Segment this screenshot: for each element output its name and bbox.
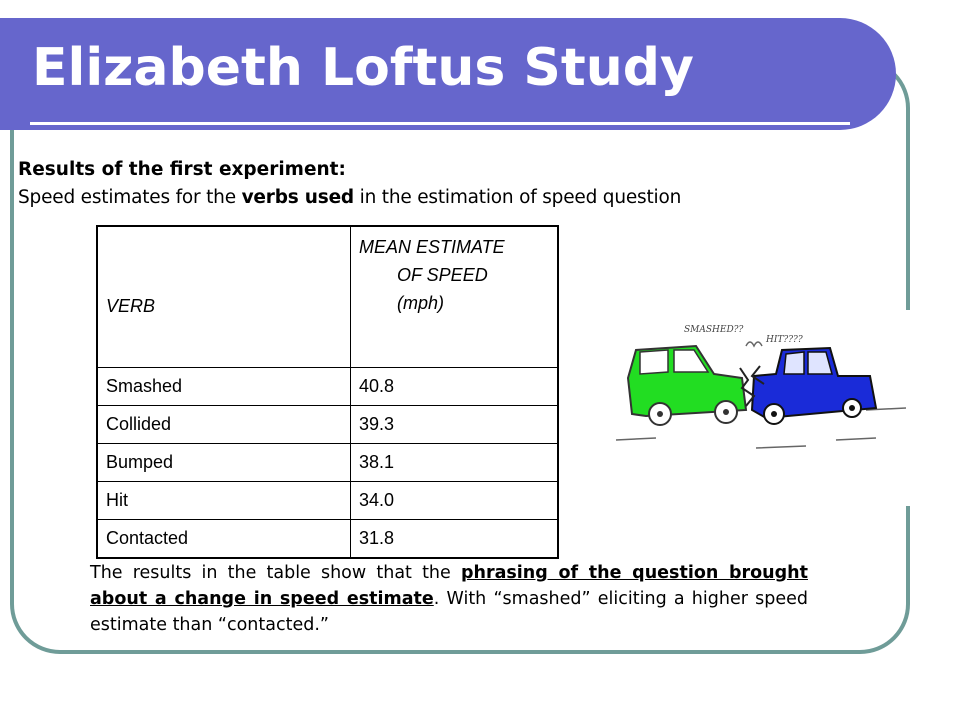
table-row: [97, 520, 558, 559]
speed-cell: 40.8: [351, 368, 559, 406]
car-crash-drawing: [576, 310, 912, 506]
subtitle-line-bold: verbs used: [241, 187, 354, 208]
title-underline: [30, 122, 850, 125]
car-crash-illustration: [576, 310, 912, 506]
table-row: [97, 482, 558, 520]
header-verb: VERB: [97, 226, 351, 368]
blue-car: [752, 348, 876, 424]
explanation-underlined: phrasing of the question brought about a change in speed estimate: [90, 563, 808, 609]
header-speed-line1: MEAN ESTIMATE: [359, 237, 505, 257]
speed-cell: 34.0: [351, 482, 559, 520]
header-speed-line2: OF SPEED: [397, 265, 488, 285]
green-car: [628, 346, 746, 425]
verb-cell: Bumped: [97, 444, 351, 482]
verb-cell: Hit: [97, 482, 351, 520]
speed-cell: 31.8: [351, 520, 559, 559]
explanation-pre: The results in the table show that the: [90, 563, 461, 583]
table-row: [97, 406, 558, 444]
table-header-row: [97, 226, 558, 368]
subtitle: [18, 156, 928, 212]
slide-title: Elizabeth Loftus Study: [32, 38, 694, 98]
subtitle-line: [18, 184, 928, 212]
verb-cell: Contacted: [97, 520, 351, 559]
verb-cell: Collided: [97, 406, 351, 444]
table-row: [97, 444, 558, 482]
results-table: [96, 225, 559, 559]
subtitle-line-post: in the estimation of speed question: [353, 187, 682, 208]
table-row: [97, 368, 558, 406]
subtitle-heading: Results of the first experiment:: [18, 159, 346, 180]
header-speed-line3: (mph): [397, 293, 445, 313]
explanation-post: . With “smashed” eliciting a higher speed estimate than “contacted.”: [90, 589, 808, 635]
speed-cell: 38.1: [351, 444, 559, 482]
verb-cell: Smashed: [97, 368, 351, 406]
explanation-text: [90, 560, 808, 638]
subtitle-line-pre: Speed estimates for the: [18, 187, 242, 208]
hit-label: HIT????: [766, 335, 803, 345]
smashed-label: SMASHED??: [684, 325, 744, 335]
header-speed: [351, 226, 559, 368]
speed-cell: 39.3: [351, 406, 559, 444]
